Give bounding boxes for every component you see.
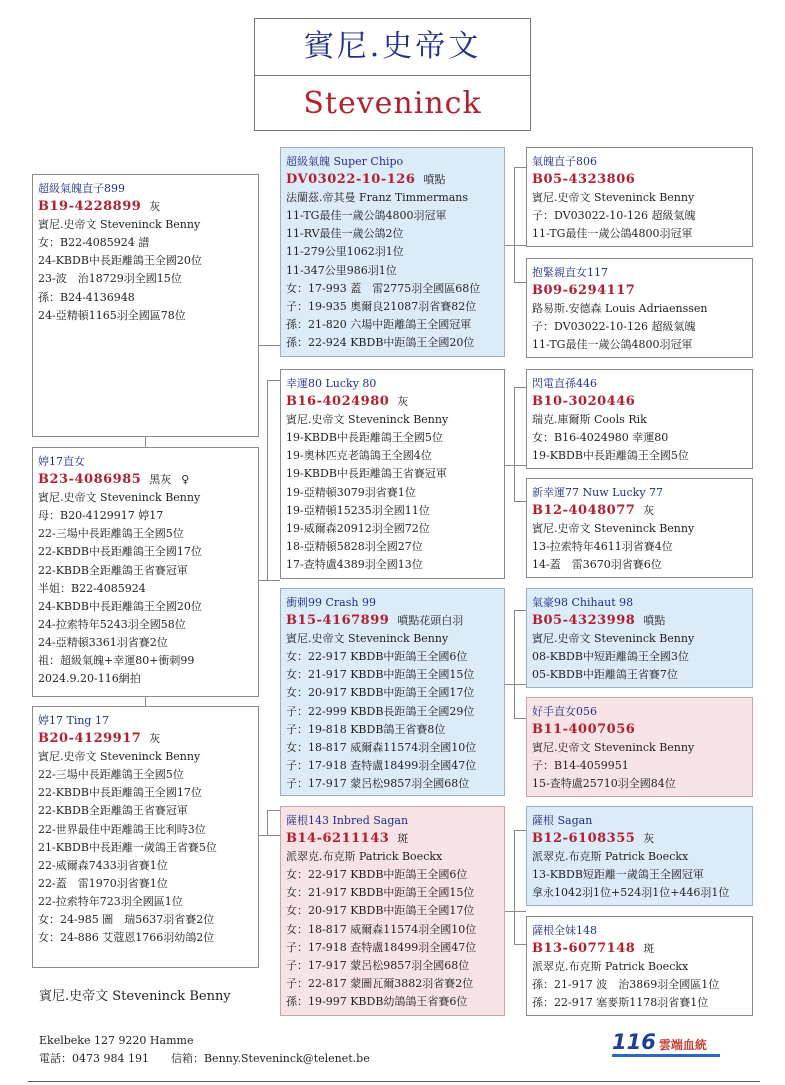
connector: [514, 167, 526, 168]
detail-line: 孫：B24-4136948: [38, 290, 135, 304]
detail-line: 13-拉索特年4611羽省賽4位: [532, 540, 673, 554]
detail-line: 賓尼.史帝文 Steveninck Benny: [532, 741, 695, 755]
detail-line: 孫：21-820 六場中距離鴿王全國冠軍: [286, 317, 472, 331]
pigeon-name: 衝刺99 Crash 99: [286, 596, 376, 609]
plumage-color: 灰: [397, 395, 409, 409]
connector: [514, 387, 515, 465]
detail-line: 24-亞精頓1165羽全國區78位: [38, 308, 186, 322]
detail-line: 子：17-917 蒙呂松9857羽全國68位: [286, 776, 470, 790]
detail-line: 17-查特盧4389羽全國13位: [286, 557, 423, 571]
detail-line: 孫：21-917 波 治3869羽全國區1位: [532, 978, 720, 992]
detail-line: 24-亞精頓3361羽省賽2位: [38, 635, 168, 649]
connector: [505, 245, 526, 246]
plumage-color: 灰: [643, 504, 655, 518]
ring-number: DV03022-10-126 噴點: [286, 172, 446, 188]
ring-number: B14-6211143 斑: [286, 831, 409, 847]
logo-number: 116: [612, 1030, 656, 1054]
card-new-lucky-77: [526, 478, 753, 578]
detail-line: 19-KBDB中長距離鴿王全國5位: [532, 449, 689, 463]
detail-lines: [532, 300, 748, 354]
detail-line: 母：B20-4129917 婷17: [38, 509, 164, 523]
detail-line: 22-三場中長距離鴿王全國5位: [38, 768, 184, 782]
detail-line: 22-KBDB全距離鴿王省賽冠軍: [38, 804, 188, 818]
connector: [514, 944, 526, 945]
card-flash-446: [526, 369, 753, 469]
pedigree-title-box: [254, 18, 531, 131]
pigeon-name: 新幸運77 Nuw Lucky 77: [532, 486, 664, 499]
contact-line: 電話：0473 984 191 信箱：Benny.Steveninck@telenet.be: [39, 1052, 370, 1065]
ring-number: B12-6108355 灰: [532, 831, 655, 847]
detail-line: 13-KBDB短距離一歲鴿王全國冠軍: [532, 868, 704, 882]
detail-line: 19-KBDB中長距離鴿王省賽冠軍: [286, 467, 447, 481]
detail-line: 05-KBDB中距離鴿王省賽7位: [532, 668, 678, 682]
connector: [514, 830, 526, 831]
pigeon-name: 閃電直孫446: [532, 377, 597, 390]
detail-line: 11-TG最佳一歲公鴿4800羽冠軍: [532, 227, 693, 241]
pigeon-name: 婷17直女: [38, 455, 85, 468]
detail-line: 子：19-935 奧爾良21087羽省賽82位: [286, 299, 477, 313]
detail-line: 女：22-917 KBDB中距鴿王全國6位: [286, 650, 468, 664]
detail-line: 女：21-917 KBDB中距鴿王全國15位: [286, 668, 475, 682]
ring-number: B23-4086985 黑灰 ♀: [38, 472, 190, 488]
connector: [267, 380, 280, 381]
detail-line: 子：22-817 蒙圖瓦爾3882羽省賽2位: [286, 976, 474, 990]
pigeon-name: 婷17 Ting 17: [38, 714, 109, 727]
connector: [514, 830, 515, 911]
detail-line: 賓尼.史帝文 Steveninck Benny: [286, 413, 449, 427]
detail-line: 賓尼.史帝文 Steveninck Benny: [532, 632, 695, 646]
connector: [514, 610, 526, 611]
card-subject-dam: [32, 447, 259, 697]
connector: [514, 245, 515, 282]
card-lucky80: [280, 369, 505, 579]
card-crash99: [280, 588, 505, 796]
pigeon-name: 抱緊親直女117: [532, 266, 608, 279]
detail-line: 22-KBDB全距離鴿王省賽冠軍: [38, 563, 188, 577]
detail-line: 女：B16-4024980 幸運80: [532, 431, 669, 445]
connector: [514, 684, 515, 718]
pigeon-name: 超級氣魄 Super Chipo: [286, 155, 404, 168]
detail-line: 22-世界最佳中距離鴿王比利時3位: [38, 822, 206, 836]
detail-line: 23-波 治18729羽全國15位: [38, 272, 182, 286]
detail-line: 女：24-886 艾蔻恩1766羽幼鴿2位: [38, 931, 215, 945]
card-goodhand-056: [526, 697, 753, 797]
connector: [259, 345, 280, 346]
detail-line: 孫：22-917 塞麥斯1178羽省賽1位: [532, 996, 709, 1010]
detail-line: 22-威爾森7433羽省賽1位: [38, 858, 168, 872]
detail-lines: [286, 189, 500, 352]
detail-line: 19-奧林匹克老鴿鴿王全國4位: [286, 449, 432, 463]
card-ting17: [32, 706, 259, 968]
plumage-color: 灰: [149, 732, 161, 746]
detail-lines: [532, 848, 748, 902]
detail-line: 賓尼.史帝文 Steveninck Benny: [286, 632, 449, 646]
detail-line: 子：19-818 KBDB鴿王省賽8位: [286, 722, 446, 736]
connector: [514, 465, 515, 501]
ring-number: B10-3020446: [532, 394, 636, 410]
ring-number: B16-4024980 灰: [286, 394, 409, 410]
card-super-chipo: [280, 147, 505, 357]
detail-line: 24-KBDB中長距離鴿王全國20位: [38, 599, 202, 613]
pigeon-name: 薩根全妹148: [532, 924, 597, 937]
connector: [267, 380, 268, 580]
logo-underline: [612, 1054, 720, 1057]
plumage-color: 灰: [643, 832, 655, 846]
ring-number: B11-4007056: [532, 722, 636, 738]
detail-lines: [286, 411, 500, 574]
connector: [514, 282, 526, 283]
detail-line: 賓尼.史帝文 Steveninck Benny: [38, 218, 201, 232]
owner-name-english: Steveninck: [303, 86, 482, 121]
detail-lines: [286, 630, 500, 793]
detail-line: 18-亞精頓5828羽全國27位: [286, 539, 423, 553]
detail-line: 孫：22-924 KBDB中距鴿王全國20位: [286, 335, 475, 349]
detail-line: 法蘭茲.帝其曼 Franz Timmermans: [286, 191, 469, 205]
connector: [267, 810, 268, 835]
connector: [514, 167, 515, 245]
owner-contact-block: [39, 1032, 370, 1068]
pigeon-name: 氣豪98 Chihaut 98: [532, 596, 634, 609]
card-chipo-daughter-806: [526, 147, 753, 247]
connector: [505, 465, 526, 466]
detail-line: 半姐：B22-4085924: [38, 581, 146, 595]
ring-number: B09-6294117: [532, 283, 636, 299]
detail-line: 拿永1042羽1位+524羽1位+446羽1位: [532, 886, 730, 900]
detail-line: 賓尼.史帝文 Steveninck Benny: [532, 522, 695, 536]
ring-number: B20-4129917 灰: [38, 731, 161, 747]
detail-line: 子：DV03022-10-126 超級氣魄: [532, 209, 696, 223]
detail-line: 女：20-917 KBDB中距鴿王全國17位: [286, 904, 475, 918]
detail-line: 派翠克.布克斯 Patrick Boeckx: [532, 960, 689, 974]
connector: [505, 684, 526, 685]
detail-line: 女：18-817 威爾森11574羽全國10位: [286, 922, 477, 936]
pigeon-name: 幸運80 Lucky 80: [286, 377, 377, 390]
detail-line: 19-亞精頓15235羽全國11位: [286, 503, 430, 517]
detail-line: 子：DV03022-10-126 超級氣魄: [532, 320, 696, 334]
connector: [145, 437, 146, 447]
connector: [259, 580, 280, 581]
detail-line: 15-查特盧25710羽全國84位: [532, 777, 676, 791]
detail-line: 2024.9.20-116網拍: [38, 672, 141, 686]
ring-number: B13-6077148 斑: [532, 941, 655, 957]
detail-line: 11-347公里986羽1位: [286, 263, 397, 277]
ring-number: B19-4228899 灰: [38, 199, 161, 215]
detail-line: 22-三場中長距離鴿王全國5位: [38, 527, 184, 541]
detail-lines: [38, 216, 254, 325]
detail-line: 19-KBDB中長距離鴿王全國5位: [286, 431, 443, 445]
connector: [514, 387, 526, 388]
detail-lines: [38, 748, 254, 947]
detail-lines: [532, 411, 748, 465]
detail-line: 祖：超級氣魄+幸運80+衝刺99: [38, 654, 195, 668]
connector: [514, 501, 526, 502]
detail-line: 孫：19-997 KBDB幼鴿鴿王省賽6位: [286, 994, 468, 1008]
connector: [145, 697, 146, 706]
ring-number: B12-4048077 灰: [532, 503, 655, 519]
detail-line: 08-KBDB中短距離鴿王全國3位: [532, 650, 689, 664]
detail-line: 22-拉索特年723羽全國區1位: [38, 894, 183, 908]
sex-symbol: ♀: [181, 473, 190, 487]
detail-line: 賓尼.史帝文 Steveninck Benny: [38, 491, 201, 505]
detail-line: 女：21-917 KBDB中距鴿王全國15位: [286, 886, 475, 900]
pigeon-name: 薩根143 Inbred Sagan: [286, 814, 409, 827]
connector: [505, 911, 526, 912]
detail-line: 子：17-918 查特盧18499羽全國47位: [286, 940, 477, 954]
connector: [267, 810, 280, 811]
detail-line: 路易斯.安德森 Louis Adriaenssen: [532, 302, 708, 316]
detail-line: 22-KBDB中長距離鴿王全國17位: [38, 786, 202, 800]
detail-lines: [532, 958, 748, 1012]
card-subject-sire: [32, 174, 259, 437]
detail-line: 21-KBDB中長距離一歲鴿王省賽5位: [38, 840, 217, 854]
ring-number: B05-4323998 噴點: [532, 613, 666, 629]
detail-line: 子：17-918 查特盧18499羽全國47位: [286, 758, 477, 772]
pigeon-name: 超級氣魄直子899: [38, 182, 125, 195]
plumage-color: 斑: [397, 832, 409, 846]
detail-line: 女：B22-4085924 譜: [38, 236, 150, 250]
plumage-color: 噴點花頭白羽: [397, 614, 464, 628]
detail-line: 11-TG最佳一歲公鴿4800羽冠軍: [532, 338, 693, 352]
owner-signature: 賓尼.史帝文 Steveninck Benny: [39, 989, 231, 1004]
detail-line: 女：24-985 圖 瑞5637羽省賽2位: [38, 913, 215, 927]
detail-line: 24-拉索特年5243羽全國58位: [38, 617, 186, 631]
detail-lines: [532, 189, 748, 243]
card-sagan: [526, 806, 753, 906]
connector: [514, 610, 515, 684]
logo-text: 雲端血統: [658, 1038, 707, 1052]
detail-line: 11-279公里1062羽1位: [286, 245, 404, 259]
pigeon-name: 薩根 Sagan: [532, 814, 593, 827]
detail-line: 子：17-917 蒙呂松9857羽全國68位: [286, 958, 470, 972]
bottom-divider: [28, 1081, 760, 1082]
detail-lines: [286, 848, 500, 1011]
plumage-color: 黑灰: [149, 473, 172, 487]
brand-logo: [612, 1030, 707, 1056]
detail-line: 子：22-999 KBDB長距鴿王全國29位: [286, 704, 475, 718]
detail-line: 派翠克.布克斯 Patrick Boeckx: [532, 850, 689, 864]
owner-name-chinese: 賓尼.史帝文: [255, 19, 530, 76]
detail-lines: [38, 489, 254, 688]
plumage-color: 噴點: [423, 173, 446, 187]
detail-line: 瑞克.庫爾斯 Cools Rik: [532, 413, 647, 427]
pigeon-name: 好手直女056: [532, 705, 597, 718]
detail-line: 派翠克.布克斯 Patrick Boeckx: [286, 850, 443, 864]
detail-line: 女：17-993 蓋 雷2775羽全國區68位: [286, 281, 481, 295]
detail-lines: [532, 739, 748, 793]
connector: [514, 718, 526, 719]
detail-line: 女：22-917 KBDB中距鴿王全國6位: [286, 868, 468, 882]
connector: [259, 835, 280, 836]
plumage-color: 斑: [643, 942, 655, 956]
card-inbred-sagan: [280, 806, 505, 1016]
plumage-color: 灰: [149, 200, 161, 214]
detail-line: 22-蓋 雷1970羽省賽1位: [38, 876, 168, 890]
detail-line: 賓尼.史帝文 Steveninck Benny: [532, 191, 695, 205]
detail-line: 賓尼.史帝文 Steveninck Benny: [38, 750, 201, 764]
card-sagan-sister-148: [526, 916, 753, 1016]
card-hug-117: [526, 258, 753, 358]
detail-line: 19-亞精頓3079羽省賽1位: [286, 485, 416, 499]
address-line: Ekelbeke 127 9220 Hamme: [39, 1034, 194, 1047]
detail-line: 19-威爾森20912羽全國72位: [286, 521, 430, 535]
detail-line: 14-蓋 雷3670羽省賽6位: [532, 558, 662, 572]
detail-lines: [532, 630, 748, 684]
pigeon-name: 氣魄直子806: [532, 155, 597, 168]
plumage-color: 噴點: [643, 614, 666, 628]
detail-line: 11-TG最佳一歲公鴿4800羽冠軍: [286, 209, 447, 223]
detail-line: 女：18-817 威爾森11574羽全國10位: [286, 740, 477, 754]
detail-line: 女：20-917 KBDB中距鴿王全國17位: [286, 686, 475, 700]
connector: [514, 911, 515, 944]
detail-line: 11-RV最佳一歲公鴿2位: [286, 227, 404, 241]
detail-line: 24-KBDB中長距離鴿王全國20位: [38, 254, 202, 268]
detail-line: 22-KBDB中長距離鴿王全國17位: [38, 545, 202, 559]
detail-lines: [532, 520, 748, 574]
ring-number: B15-4167899 噴點花頭白羽: [286, 613, 464, 629]
ring-number: B05-4323806: [532, 172, 636, 188]
detail-line: 子：B14-4059951: [532, 759, 629, 773]
card-chihaut-98: [526, 588, 753, 688]
